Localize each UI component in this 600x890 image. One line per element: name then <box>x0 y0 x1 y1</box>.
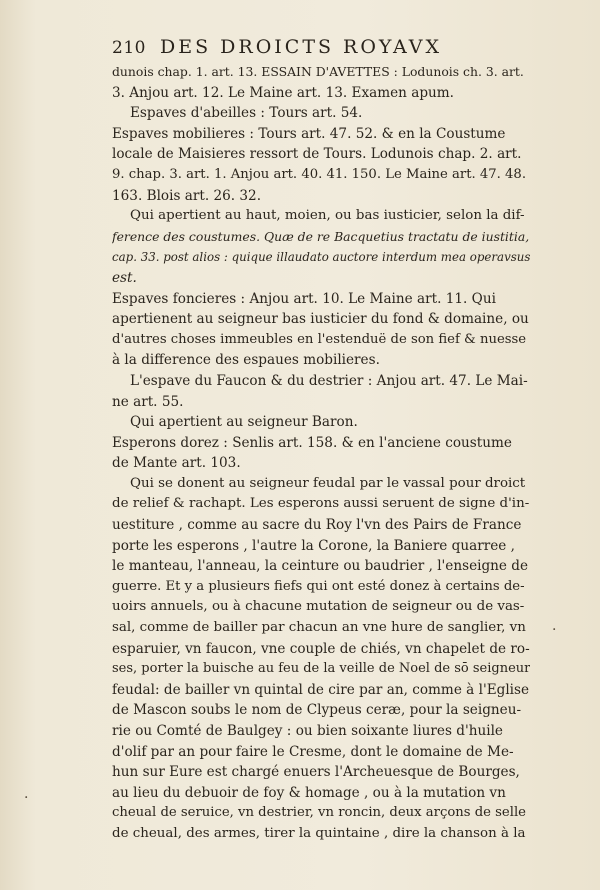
text-line: feudal: de bailler vn quintal de cire par an, comme à l'Eglise <box>112 681 530 698</box>
text-line: uestiture , comme au sacre du Roy l'vn des Pairs de France <box>112 517 522 534</box>
text-line: à la difference des espaues mobilieres. <box>112 352 380 369</box>
text-line: ses, porter la buische au feu de la veille de Noel de sō seigneur <box>112 661 530 677</box>
text-line: hun sur Eure est chargé enuers l'Archeuesque de Bourges, <box>112 764 520 781</box>
text-line: le manteau, l'anneau, la ceinture ou baudrier , l'enseigne de <box>112 558 529 575</box>
text-line: d'olif par an pour faire le Cresme, dont le domaine de Me- <box>112 743 514 760</box>
text-line: de relief & rachapt. Les esperons aussi seruent de signe d'in- <box>112 496 530 512</box>
text-line: d'autres choses immeubles en l'estenduë de son fief & nuesse <box>112 331 527 347</box>
text-line: guerre. Et y a plusieurs fiefs qui ont esté donez à certains de- <box>112 578 525 594</box>
text-line: cap. 33. post alios : quique illaudato auctore interdum mea operavsus <box>112 250 530 265</box>
text-line: apertienent au seigneur bas iusticier du fond & domaine, ou <box>112 311 529 328</box>
margin-mark: · <box>552 622 557 638</box>
text-line: Qui se donent au seigneur feudal par le vassal pour droict <box>130 475 526 491</box>
text-line: Esperons dorez : Senlis art. 158. & en l'anciene coustume <box>112 434 512 451</box>
margin-mark: · <box>24 790 29 806</box>
text-line: 9. chap. 3. art. 1. Anjou art. 40. 41. 150. Le Maine art. 47. 48. <box>112 166 527 182</box>
running-title: DES DROICTS ROYAVX <box>160 36 443 58</box>
text-line: de cheual, des armes, tirer la quintaine , dire la chanson à la <box>112 825 526 841</box>
text-line: Qui apertient au seigneur Baron. <box>130 414 358 431</box>
text-line: 163. Blois art. 26. 32. <box>112 187 262 204</box>
text-line: de Mascon soubs le nom de Clypeus ceræ, pour la seigneu- <box>112 702 522 719</box>
text-line: ne art. 55. <box>112 393 184 410</box>
text-line: locale de Maisieres ressort de Tours. Lodunois chap. 2. art. <box>112 146 522 163</box>
text-line: dunois chap. 1. art. 13. ESSAIN D'AVETTES : Lodunois ch. 3. art. <box>112 64 524 79</box>
text-line: ference des coustumes. Quæ de re Bacquetius tractatu de iustitia, <box>112 228 530 244</box>
text-line: Qui apertient au haut, moien, ou bas iusticier, selon la dif- <box>130 208 525 224</box>
text-line: cheual de seruice, vn destrier, vn roncin, deux arçons de selle <box>112 805 526 821</box>
text-line: Espaves foncieres : Anjou art. 10. Le Maine art. 11. Qui <box>112 290 496 307</box>
text-line: uoirs annuels, ou à chacune mutation de seigneur ou de vas- <box>112 599 525 615</box>
folio-number: 210 <box>112 38 146 58</box>
text-line: Espaves d'abeilles : Tours art. 54. <box>130 105 363 122</box>
text-line: esparuier, vn faucon, vne couple de chiés, vn chapelet de ro- <box>112 640 530 657</box>
text-line: au lieu du debuoir de foy & homage , ou à la mutation vn <box>112 784 506 801</box>
text-line: sal, comme de bailler par chacun an vne hure de sanglier, vn <box>112 620 526 636</box>
text-line: Espaves mobilieres : Tours art. 47. 52. & en la Coustume <box>112 125 506 142</box>
text-line: de Mante art. 103. <box>112 455 241 472</box>
text-line: 3. Anjou art. 12. Le Maine art. 13. Examen apum. <box>112 84 454 101</box>
text-line: L'espave du Faucon & du destrier : Anjou art. 47. Le Mai- <box>130 372 528 389</box>
page-header <box>112 36 532 62</box>
text-line: est. <box>112 269 137 286</box>
text-line: rie ou Comté de Baulgey : ou bien soixante liures d'huile <box>112 723 503 739</box>
text-line: porte les esperons , l'autre la Corone, la Baniere quarree , <box>112 537 515 554</box>
body-text <box>112 62 530 845</box>
